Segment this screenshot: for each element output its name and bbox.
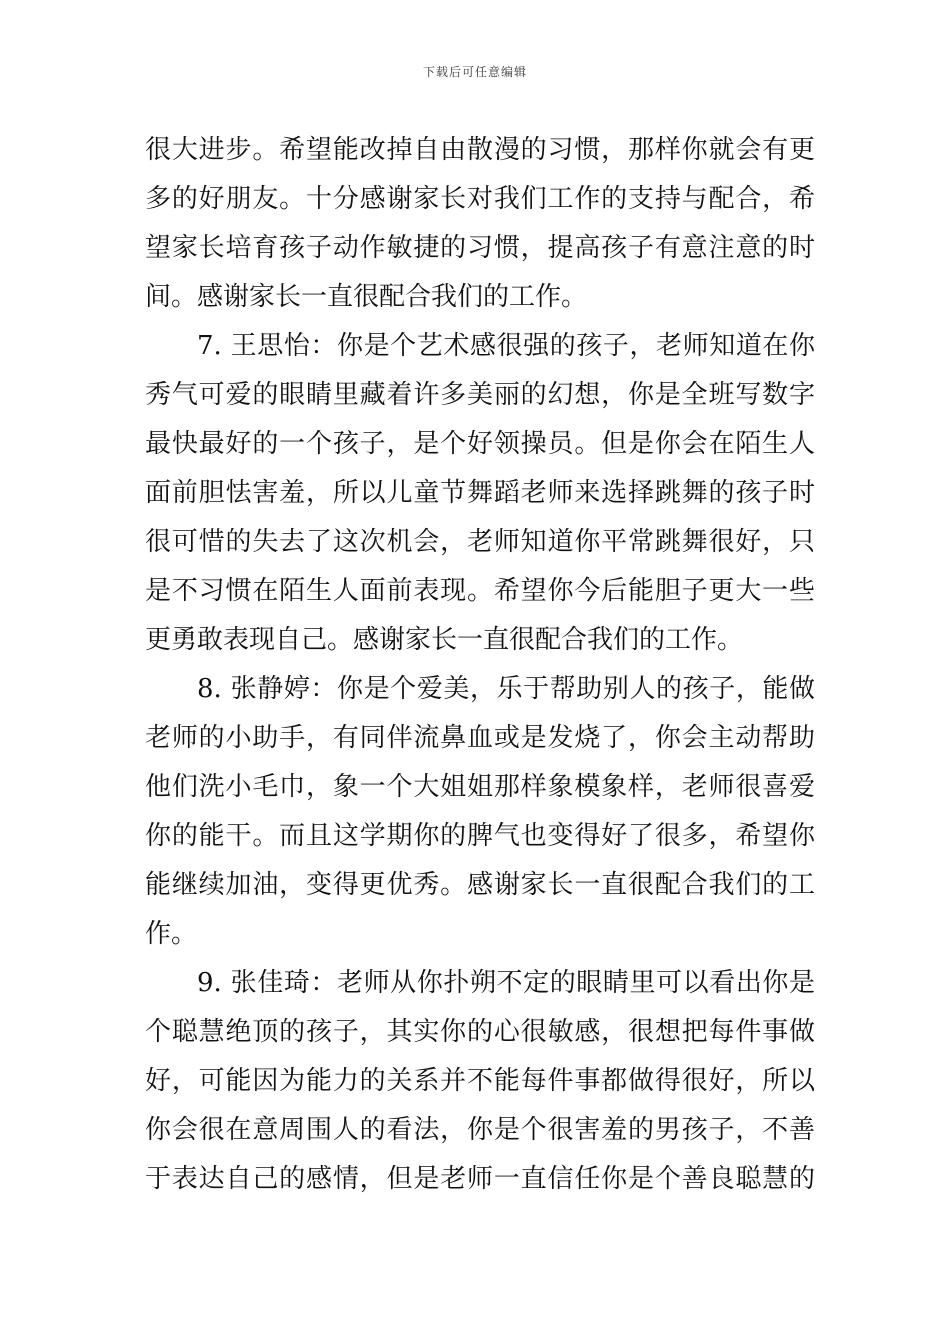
paragraph-continuation xyxy=(145,126,815,322)
text-line: 作。 xyxy=(145,919,198,949)
text-line: 秀气可爱的眼睛里藏着许多美丽的幻想，你是全班写数字 xyxy=(145,380,815,410)
text-line: 是不习惯在陌生人面前表现。希望你今后能胆子更大一些 xyxy=(145,576,815,606)
paragraph-item-9 xyxy=(145,959,815,1204)
text-line: 8. 张静婷：你是个爱美，乐于帮助别人的孩子，能做 xyxy=(197,674,815,704)
text-line: 你会很在意周围人的看法，你是个很害羞的男孩子，不善 xyxy=(145,1115,815,1145)
text-line: 很大进步。希望能改掉自由散漫的习惯，那样你就会有更 xyxy=(145,135,815,165)
text-line: 你的能干。而且这学期你的脾气也变得好了很多，希望你 xyxy=(145,821,815,851)
text-line: 9. 张佳琦：老师从你扑朔不定的眼睛里可以看出你是 xyxy=(197,968,815,998)
text-line: 多的好朋友。十分感谢家长对我们工作的支持与配合，希 xyxy=(145,184,815,214)
text-line: 最快最好的一个孩子，是个好领操员。但是你会在陌生人 xyxy=(145,429,815,459)
text-line: 间。感谢家长一直很配合我们的工作。 xyxy=(145,282,588,312)
text-line: 能继续加油，变得更优秀。感谢家长一直很配合我们的工 xyxy=(145,870,815,900)
text-line: 好，可能因为能力的关系并不能每件事都做得很好，所以 xyxy=(145,1066,815,1096)
text-line: 望家长培育孩子动作敏捷的习惯，提高孩子有意注意的时 xyxy=(145,233,815,263)
text-line: 个聪慧绝顶的孩子，其实你的心很敏感，很想把每件事做 xyxy=(145,1017,815,1047)
paragraph-item-8 xyxy=(145,665,815,959)
page-header: 下载后可任意编辑 xyxy=(422,65,527,79)
paragraph-item-7 xyxy=(145,322,815,665)
text-line: 他们洗小毛巾，象一个大姐姐那样象模象样，老师很喜爱 xyxy=(145,772,815,802)
text-line: 更勇敢表现自己。感谢家长一直很配合我们的工作。 xyxy=(145,625,744,655)
text-line: 老师的小助手，有同伴流鼻血或是发烧了，你会主动帮助 xyxy=(145,723,815,753)
text-line: 很可惜的失去了这次机会，老师知道你平常跳舞很好，只 xyxy=(145,527,815,557)
document-body xyxy=(145,126,815,1204)
text-line: 面前胆怯害羞，所以儿童节舞蹈老师来选择跳舞的孩子时 xyxy=(145,478,815,508)
text-line: 于表达自己的感情，但是老师一直信任你是个善良聪慧的 xyxy=(145,1164,815,1194)
text-line: 7. 王思怡：你是个艺术感很强的孩子，老师知道在你 xyxy=(197,331,815,361)
